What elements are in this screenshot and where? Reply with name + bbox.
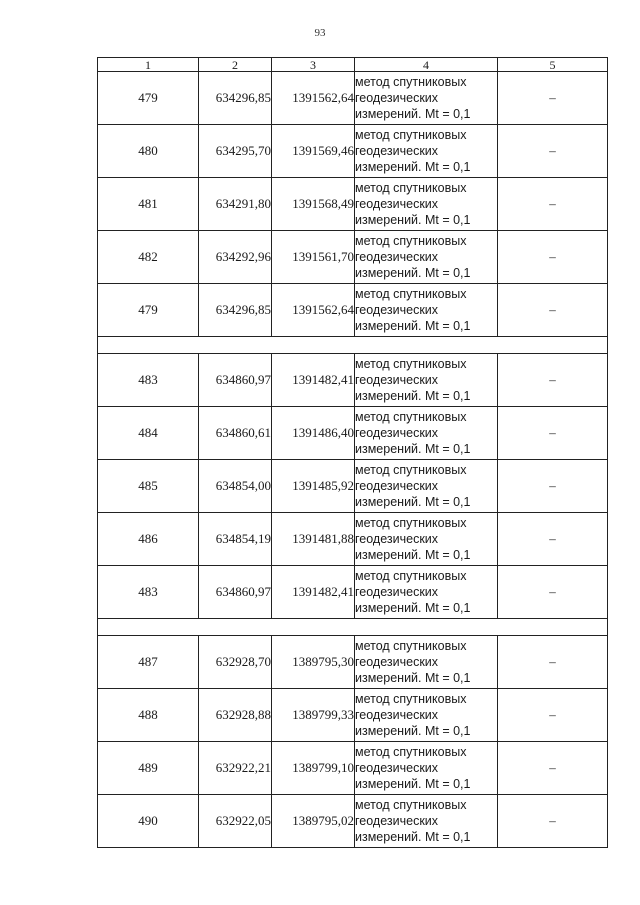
point-number-cell: 479	[98, 284, 199, 337]
method-line: измерений. Mt = 0,1	[355, 213, 471, 227]
method-cell	[355, 231, 498, 284]
y-coordinate-cell: 1389799,10	[272, 742, 355, 795]
table-row	[98, 742, 608, 795]
y-coordinate-cell: 1391482,41	[272, 354, 355, 407]
y-coordinate-cell: 1391568,49	[272, 178, 355, 231]
table-row	[98, 636, 608, 689]
y-coordinate-cell: 1391481,88	[272, 513, 355, 566]
method-line: метод спутниковых	[355, 639, 467, 653]
table-row	[98, 689, 608, 742]
method-cell	[355, 460, 498, 513]
table-row	[98, 125, 608, 178]
method-cell	[355, 125, 498, 178]
y-coordinate-cell: 1391562,64	[272, 72, 355, 125]
method-line: геодезических	[355, 144, 439, 158]
y-coordinate-cell: 1391485,92	[272, 460, 355, 513]
method-cell	[355, 284, 498, 337]
method-line: геодезических	[355, 814, 439, 828]
header-row	[98, 58, 608, 72]
note-cell: –	[498, 72, 608, 125]
y-coordinate-cell: 1389795,30	[272, 636, 355, 689]
x-coordinate-cell: 632928,70	[199, 636, 272, 689]
header-col-1: 1	[98, 58, 199, 72]
table-row	[98, 407, 608, 460]
method-line: метод спутниковых	[355, 410, 467, 424]
note-cell: –	[498, 460, 608, 513]
method-line: метод спутниковых	[355, 463, 467, 477]
method-line: измерений. Mt = 0,1	[355, 107, 471, 121]
method-line: геодезических	[355, 426, 439, 440]
point-number-cell: 489	[98, 742, 199, 795]
x-coordinate-cell: 632928,88	[199, 689, 272, 742]
page-number: 93	[314, 27, 326, 39]
x-coordinate-cell: 634854,00	[199, 460, 272, 513]
point-number-cell: 484	[98, 407, 199, 460]
point-number-cell: 481	[98, 178, 199, 231]
method-line: метод спутниковых	[355, 234, 467, 248]
method-line: измерений. Mt = 0,1	[355, 777, 471, 791]
point-number-cell: 486	[98, 513, 199, 566]
point-number-cell: 487	[98, 636, 199, 689]
y-coordinate-cell: 1391482,41	[272, 566, 355, 619]
method-line: метод спутниковых	[355, 745, 467, 759]
method-line: метод спутниковых	[355, 692, 467, 706]
method-line: геодезических	[355, 532, 439, 546]
y-coordinate-cell: 1389799,33	[272, 689, 355, 742]
y-coordinate-cell: 1391562,64	[272, 284, 355, 337]
method-cell	[355, 72, 498, 125]
method-line: измерений. Mt = 0,1	[355, 266, 471, 280]
method-cell	[355, 689, 498, 742]
method-line: геодезических	[355, 197, 439, 211]
method-line: измерений. Mt = 0,1	[355, 160, 471, 174]
x-coordinate-cell: 634860,61	[199, 407, 272, 460]
method-line: метод спутниковых	[355, 516, 467, 530]
x-coordinate-cell: 634860,97	[199, 354, 272, 407]
method-line: метод спутниковых	[355, 287, 467, 301]
group-separator-cell	[98, 619, 608, 636]
method-cell	[355, 742, 498, 795]
note-cell: –	[498, 407, 608, 460]
method-line: измерений. Mt = 0,1	[355, 601, 471, 615]
group-separator-cell	[98, 337, 608, 354]
method-line: измерений. Mt = 0,1	[355, 724, 471, 738]
method-line: метод спутниковых	[355, 798, 467, 812]
method-line: измерений. Mt = 0,1	[355, 830, 471, 844]
point-number-cell: 483	[98, 566, 199, 619]
table-row	[98, 72, 608, 125]
method-cell	[355, 636, 498, 689]
y-coordinate-cell: 1391569,46	[272, 125, 355, 178]
point-number-cell: 488	[98, 689, 199, 742]
table-row	[98, 354, 608, 407]
method-cell	[355, 407, 498, 460]
note-cell: –	[498, 795, 608, 848]
x-coordinate-cell: 634860,97	[199, 566, 272, 619]
method-line: геодезических	[355, 250, 439, 264]
table-body	[98, 72, 608, 848]
y-coordinate-cell: 1391561,70	[272, 231, 355, 284]
method-line: геодезических	[355, 91, 439, 105]
point-number-cell: 483	[98, 354, 199, 407]
method-cell	[355, 513, 498, 566]
coordinates-table	[97, 57, 608, 848]
method-line: геодезических	[355, 303, 439, 317]
table-row	[98, 231, 608, 284]
method-line: измерений. Mt = 0,1	[355, 319, 471, 333]
y-coordinate-cell: 1389795,02	[272, 795, 355, 848]
method-line: метод спутниковых	[355, 569, 467, 583]
method-line: геодезических	[355, 585, 439, 599]
note-cell: –	[498, 231, 608, 284]
point-number-cell: 479	[98, 72, 199, 125]
note-cell: –	[498, 636, 608, 689]
x-coordinate-cell: 634296,85	[199, 72, 272, 125]
group-separator-row	[98, 337, 608, 354]
method-line: геодезических	[355, 708, 439, 722]
method-line: геодезических	[355, 373, 439, 387]
x-coordinate-cell: 632922,05	[199, 795, 272, 848]
method-cell	[355, 795, 498, 848]
method-line: метод спутниковых	[355, 128, 467, 142]
method-line: измерений. Mt = 0,1	[355, 495, 471, 509]
table-row	[98, 178, 608, 231]
note-cell: –	[498, 513, 608, 566]
method-line: геодезических	[355, 655, 439, 669]
table-row	[98, 795, 608, 848]
x-coordinate-cell: 634854,19	[199, 513, 272, 566]
method-line: геодезических	[355, 761, 439, 775]
x-coordinate-cell: 634291,80	[199, 178, 272, 231]
table-row	[98, 460, 608, 513]
note-cell: –	[498, 742, 608, 795]
method-line: метод спутниковых	[355, 75, 467, 89]
method-line: измерений. Mt = 0,1	[355, 442, 471, 456]
note-cell: –	[498, 125, 608, 178]
point-number-cell: 482	[98, 231, 199, 284]
note-cell: –	[498, 178, 608, 231]
method-line: метод спутниковых	[355, 357, 467, 371]
x-coordinate-cell: 634296,85	[199, 284, 272, 337]
header-col-3: 3	[272, 58, 355, 72]
note-cell: –	[498, 689, 608, 742]
method-cell	[355, 566, 498, 619]
method-cell	[355, 354, 498, 407]
method-line: геодезических	[355, 479, 439, 493]
method-line: измерений. Mt = 0,1	[355, 671, 471, 685]
group-separator-row	[98, 619, 608, 636]
note-cell: –	[498, 354, 608, 407]
header-col-5: 5	[498, 58, 608, 72]
x-coordinate-cell: 632922,21	[199, 742, 272, 795]
method-line: метод спутниковых	[355, 181, 467, 195]
table-row	[98, 513, 608, 566]
method-cell	[355, 178, 498, 231]
note-cell: –	[498, 566, 608, 619]
table-row	[98, 566, 608, 619]
method-line: измерений. Mt = 0,1	[355, 389, 471, 403]
point-number-cell: 485	[98, 460, 199, 513]
x-coordinate-cell: 634292,96	[199, 231, 272, 284]
note-cell: –	[498, 284, 608, 337]
y-coordinate-cell: 1391486,40	[272, 407, 355, 460]
method-line: измерений. Mt = 0,1	[355, 548, 471, 562]
header-col-2: 2	[199, 58, 272, 72]
table-row	[98, 284, 608, 337]
header-col-4: 4	[355, 58, 498, 72]
point-number-cell: 480	[98, 125, 199, 178]
x-coordinate-cell: 634295,70	[199, 125, 272, 178]
point-number-cell: 490	[98, 795, 199, 848]
